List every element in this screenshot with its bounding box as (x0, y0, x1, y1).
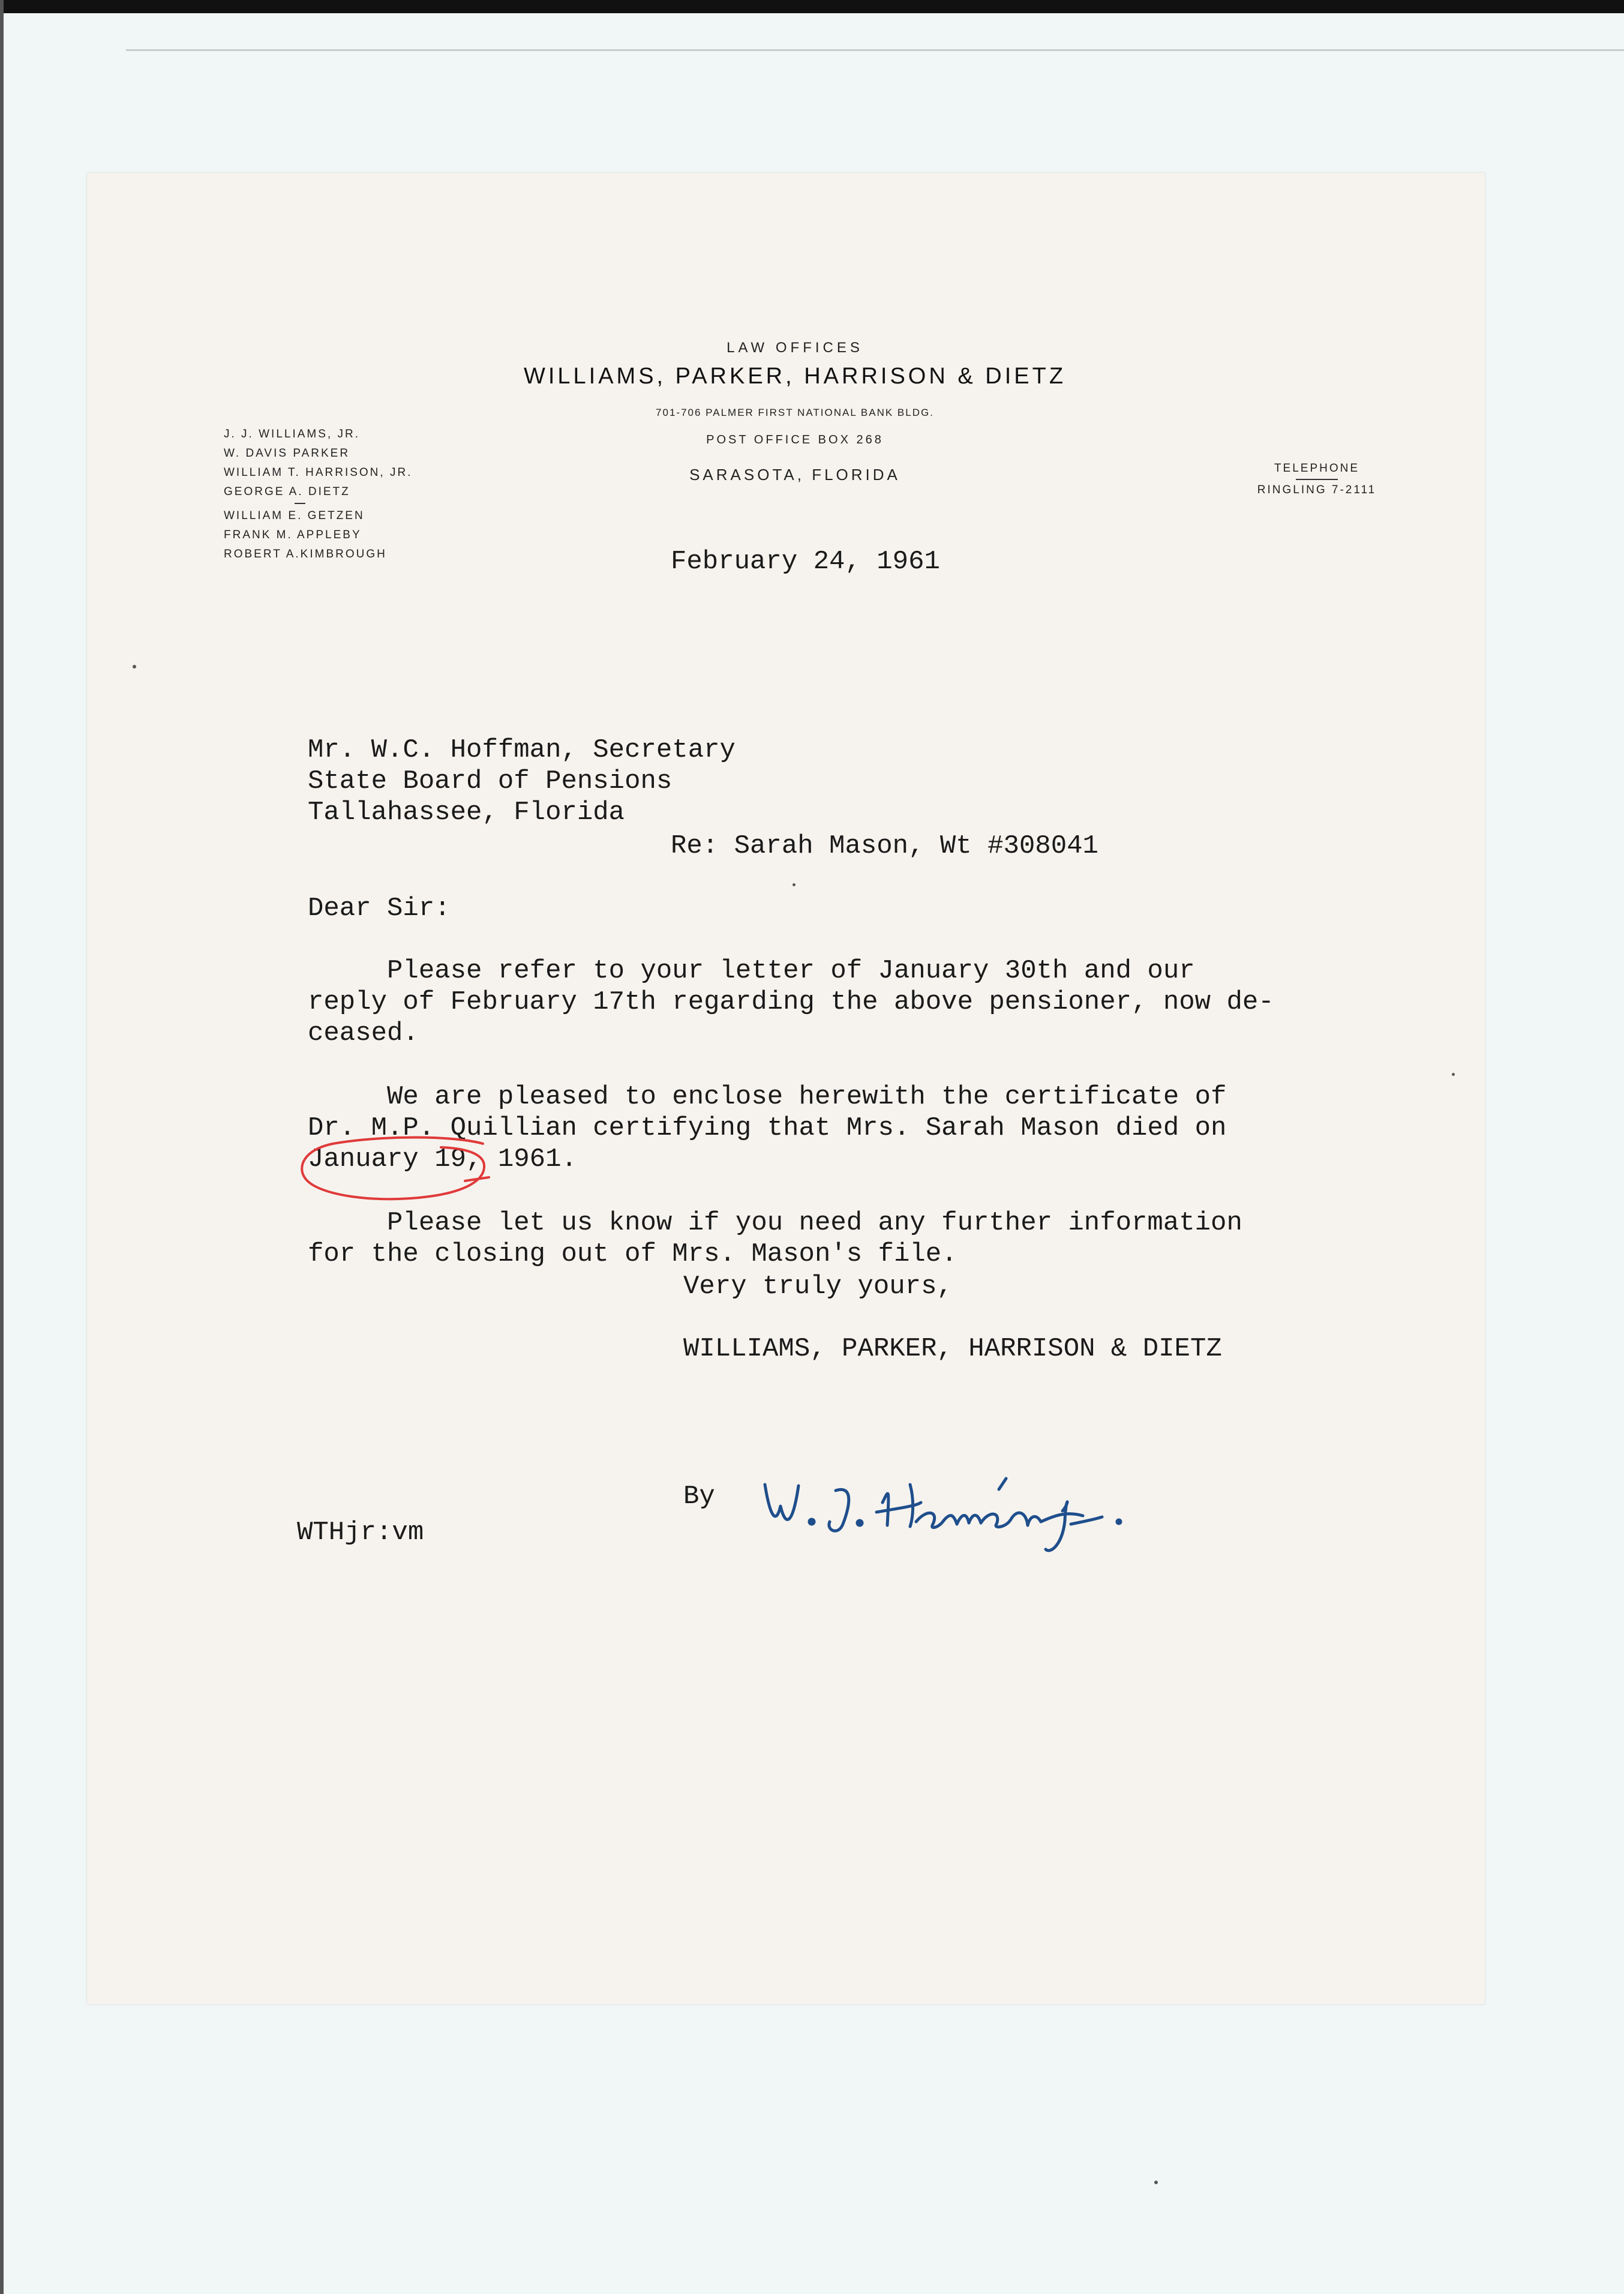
recipient-address (308, 734, 736, 828)
paragraph-line: Please let us know if you need any further information (308, 1208, 1242, 1238)
partner-divider (295, 503, 305, 504)
partner-name: GEORGE A. DIETZ (224, 485, 350, 498)
background-speck (1154, 2181, 1158, 2184)
typist-initials: WTHjr:vm (297, 1518, 424, 1548)
letterhead-law-offices: LAW OFFICES (727, 340, 863, 356)
by-label: By (683, 1482, 715, 1512)
telephone-block (1227, 462, 1407, 497)
letter-paper (87, 173, 1485, 2004)
telephone-number: RINGLING 7-2111 (1257, 484, 1377, 496)
scan-top-line (126, 49, 1624, 51)
closing: Very truly yours, (683, 1272, 953, 1302)
paragraph-line: reply of February 17th regarding the above pensioner, now de- (308, 987, 1274, 1017)
partner-name: W. DAVIS PARKER (224, 447, 350, 460)
partner-name: FRANK M. APPLEBY (224, 529, 362, 541)
letterhead-city: SARASOTA, FLORIDA (689, 466, 900, 484)
letter-date: February 24, 1961 (671, 547, 940, 577)
paragraph-1 (308, 955, 1274, 1049)
telephone-rule (1296, 479, 1338, 480)
address-line: State Board of Pensions (308, 766, 673, 796)
telephone-label: TELEPHONE (1274, 462, 1360, 475)
partner-name: WILLIAM E. GETZEN (224, 509, 365, 522)
salutation: Dear Sir: (308, 893, 451, 923)
paragraph-line: We are pleased to enclose herewith the certificate of (308, 1082, 1227, 1112)
partner-name: J. J. WILLIAMS, JR. (224, 428, 360, 440)
paragraph-line: Please refer to your letter of January 30th and our (308, 956, 1195, 986)
letterhead-firm-name: WILLIAMS, PARKER, HARRISON & DIETZ (523, 364, 1067, 389)
paragraph-line: January 19, 1961. (308, 1144, 577, 1174)
scan-top-border (0, 0, 1624, 13)
paper-speck (1452, 1073, 1455, 1076)
scan-left-border (0, 0, 4, 2294)
letterhead-building: 701-706 PALMER FIRST NATIONAL BANK BLDG. (656, 407, 934, 418)
address-line: Mr. W.C. Hoffman, Secretary (308, 735, 736, 765)
paragraph-line: for the closing out of Mrs. Mason's file. (308, 1239, 957, 1269)
signatory-firm: WILLIAMS, PARKER, HARRISON & DIETZ (683, 1334, 1222, 1364)
reference-line: Re: Sarah Mason, Wt #308041 (671, 831, 1098, 861)
partner-name: WILLIAM T. HARRISON, JR. (224, 466, 413, 479)
red-pencil-circle-mark (291, 1130, 495, 1209)
letterhead-po-box: POST OFFICE BOX 268 (706, 433, 884, 446)
address-line: Tallahassee, Florida (308, 797, 625, 827)
paper-speck (793, 883, 796, 886)
paragraph-line: Dr. M.P. Quillian certifying that Mrs. Sarah Mason died on (308, 1113, 1227, 1143)
partner-name: ROBERT A.KIMBROUGH (224, 548, 387, 560)
paragraph-line: ceased. (308, 1018, 419, 1048)
partner-list (224, 425, 412, 564)
paragraph-3 (308, 1207, 1242, 1270)
handwritten-signature (759, 1449, 1179, 1563)
paper-speck (133, 665, 136, 668)
